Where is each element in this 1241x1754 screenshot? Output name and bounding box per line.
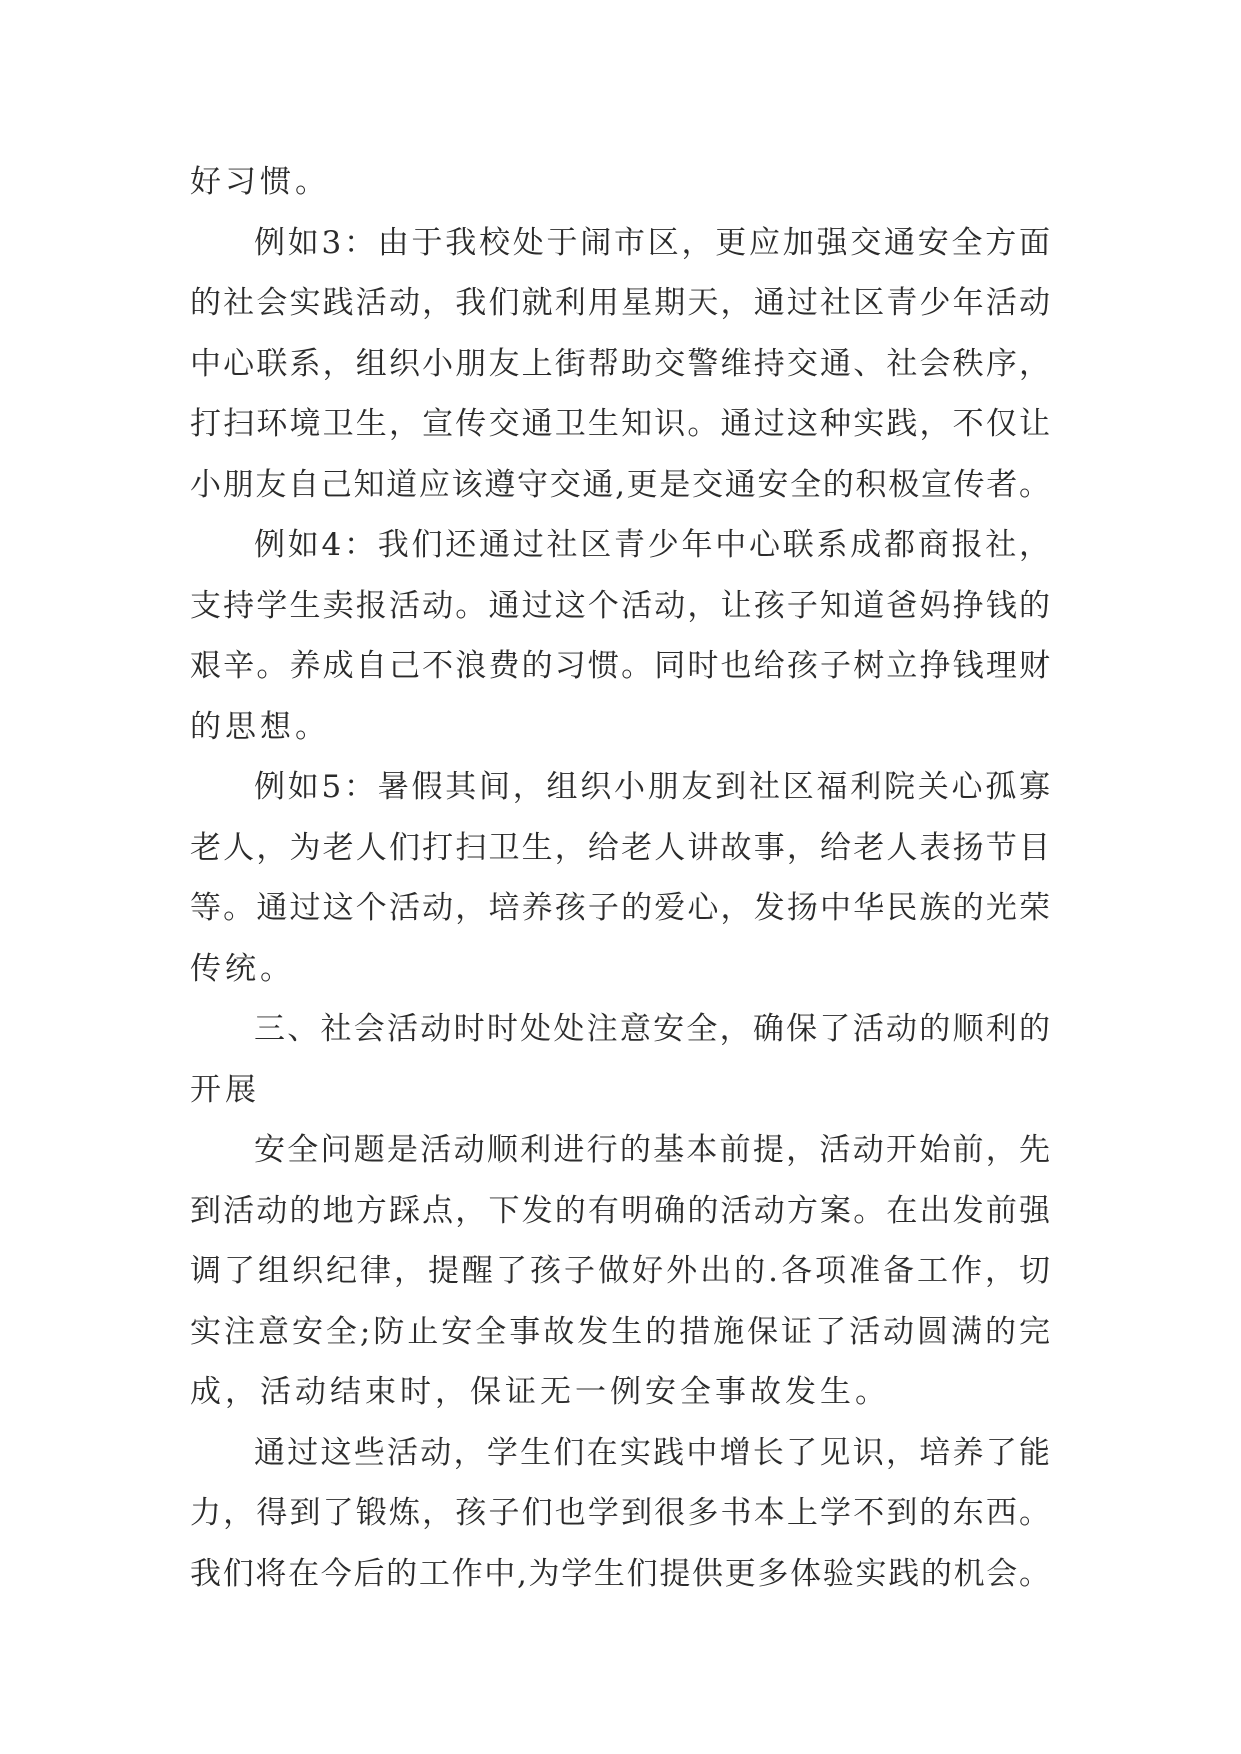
text-line: 三、社会活动时时处处注意安全，确保了活动的顺利的 bbox=[254, 1011, 1050, 1047]
text-line: 支持学生卖报活动。通过这个活动，让孩子知道爸妈挣钱的 bbox=[190, 587, 1050, 624]
text-line: 实注意安全;防止安全事故发生的措施保证了活动圆满的完 bbox=[190, 1313, 1050, 1350]
text-line: 例如4：我们还通过社区青少年中心联系成都商报社， bbox=[254, 527, 1050, 563]
text-line: 力，得到了锻炼，孩子们也学到很多书本上学不到的东西。 bbox=[190, 1495, 1050, 1531]
text-line: 中心联系，组织小朋友上街帮助交警维持交通、社会秩序， bbox=[190, 345, 1050, 382]
text-line: 安全问题是活动顺利进行的基本前提，活动开始前，先 bbox=[254, 1132, 1050, 1168]
text-line: 调了组织纪律，提醒了孩子做好外出的.各项准备工作，切 bbox=[190, 1253, 1050, 1289]
text-line: 等。通过这个活动，培养孩子的爱心，发扬中华民族的光荣 bbox=[190, 890, 1050, 926]
text-line: 到活动的地方踩点，下发的有明确的活动方案。在出发前强 bbox=[190, 1192, 1050, 1229]
text-line: 开展 bbox=[190, 1071, 260, 1108]
text-line: 传统。 bbox=[190, 950, 295, 987]
document-body bbox=[190, 152, 1050, 1604]
text-line: 成，活动结束时，保证无一例安全事故发生。 bbox=[190, 1374, 890, 1410]
text-line: 通过这些活动，学生们在实践中增长了见识，培养了能 bbox=[254, 1434, 1050, 1471]
text-line: 小朋友自己知道应该遵守交通,更是交通安全的积极宣传者。 bbox=[190, 466, 1050, 503]
text-line: 好习惯。 bbox=[190, 164, 330, 200]
text-line: 艰辛。养成自己不浪费的习惯。同时也给孩子树立挣钱理财 bbox=[190, 648, 1050, 684]
text-line: 打扫环境卫生，宣传交通卫生知识。通过这种实践，不仅让 bbox=[190, 406, 1050, 442]
text-line: 我们将在今后的工作中,为学生们提供更多体验实践的机会。 bbox=[190, 1555, 1050, 1592]
text-line: 的社会实践活动，我们就利用星期天，通过社区青少年活动 bbox=[190, 285, 1050, 321]
text-line: 老人，为老人们打扫卫生，给老人讲故事，给老人表扬节目 bbox=[190, 829, 1050, 866]
text-line: 例如3：由于我校处于闹市区，更应加强交通安全方面 bbox=[254, 224, 1050, 261]
text-line: 例如5：暑假其间，组织小朋友到社区福利院关心孤寡 bbox=[254, 769, 1050, 805]
text-line: 的思想。 bbox=[190, 708, 330, 745]
